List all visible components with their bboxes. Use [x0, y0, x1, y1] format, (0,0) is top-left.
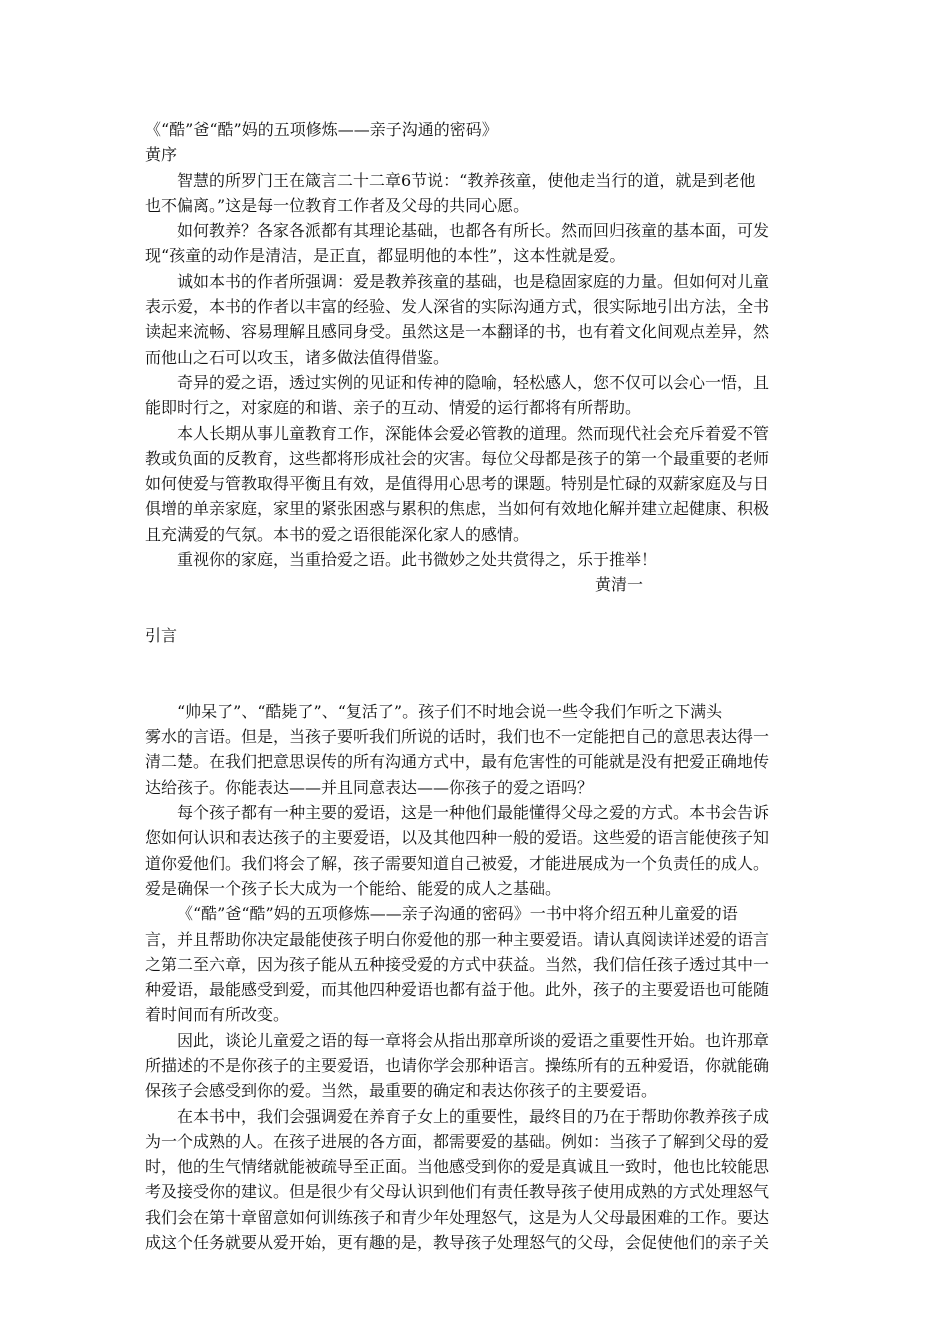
introduction-paragraph: [145, 1104, 810, 1256]
introduction-paragraph: [145, 1028, 810, 1104]
book-title: 《“酷”爸“酷”妈的五项修炼——亲子沟通的密码》: [145, 120, 498, 139]
introduction-line: 时，他的生气情绪就能被疏导至正面。当他感受到你的爱是真诚且一致时，他也比较能思: [145, 1157, 770, 1177]
introduction-line: 为一个成熟的人。在孩子进展的各方面，都需要爱的基础。例如：当孩子了解到父母的爱: [145, 1131, 770, 1151]
preface-heading: 黄序: [145, 145, 178, 165]
introduction-paragraph: [145, 800, 810, 901]
introduction-line: 因此，谈论儿童爱之语的每一章将会从指出那章所谈的爱语之重要性开始。也许那章: [177, 1030, 770, 1050]
introduction-line: 所描述的不是你孩子的主要爱语，也请你学会那种语言。操练所有的五种爱语，你就能确: [145, 1055, 770, 1075]
spacer: [145, 674, 810, 699]
spacer: [145, 648, 810, 673]
introduction-line: 种爱语，最能感受到爱，而其他四种爱语也都有益于他。此外，孩子的主要爱语也可能随: [145, 980, 770, 1000]
preface-line: 奇异的爱之语，透过实例的见证和传神的隐喻，轻松感人，您不仅可以会心一悟，且: [177, 372, 770, 392]
preface-line: 教或负面的反教育，这些都将形成社会的灾害。每位父母都是孩子的第一个最重要的老师: [145, 448, 770, 468]
introduction-line: 成这个任务就要从爱开始，更有趣的是，教导孩子处理怒气的父母，会促使他们的亲子关: [145, 1233, 770, 1253]
preface-line: 读起来流畅、容易理解且感同身受。虽然这是一本翻译的书，也有着文化间观点差异，然: [145, 322, 770, 342]
introduction-line: 之第二至六章，因为孩子能从五种接受爱的方式中获益。当然，我们信任孩子透过其中一: [145, 954, 770, 974]
introduction-line: 保孩子会感受到你的爱。当然，最重要的确定和表达你孩子的主要爱语。: [145, 1081, 658, 1101]
preface-line: 诚如本书的作者所强调：爱是教养孩童的基础，也是稳固家庭的力量。但如何对儿童: [177, 271, 770, 291]
preface-line: 如何教养？各家各派都有其理论基础，也都各有所长。然而回归孩童的基本面，可发: [177, 221, 770, 241]
introduction-line: “帅呆了”、“酷毙了”、“复活了”。孩子们不时地会说一些令我们乍听之下满头: [177, 701, 723, 721]
introduction-paragraph: [145, 901, 810, 1027]
preface-signature: 黄清一: [595, 575, 644, 595]
preface-line: 本人长期从事儿童教育工作，深能体会爱必管教的道理。然而现代社会充斥着爱不管: [177, 423, 770, 443]
introduction-line: 言，并且帮助你决定最能使孩子明白你爱他的那一种主要爱语。请认真阅读详述爱的语言: [145, 929, 770, 949]
document-content: [145, 117, 810, 1255]
preface-paragraph: [145, 168, 810, 219]
preface-paragraph: [145, 370, 810, 421]
preface-body: [145, 168, 810, 573]
introduction-heading: 引言: [145, 625, 178, 645]
preface-line: 且充满爱的气氛。本书的爱之语很能深化家人的感情。: [145, 524, 530, 544]
introduction-line: 《“酷”爸“酷”妈的五项修炼——亲子沟通的密码》一书中将介绍五种儿童爱的语: [177, 904, 738, 924]
preface-line: 现“孩童的动作是清洁，是正直，都显明他的本性”，这本性就是爱。: [145, 246, 626, 266]
introduction-line: 达给孩子。你能表达——并且同意表达——你孩子的爱之语吗？: [145, 777, 594, 797]
preface-paragraph: [145, 269, 810, 370]
introduction-line: 每个孩子都有一种主要的爱语，这是一种他们最能懂得父母之爱的方式。本书会告诉: [177, 803, 770, 823]
introduction-line: 我们会在第十章留意如何训练孩子和青少年处理怒气，这是为人父母最困难的工作。要达: [145, 1207, 770, 1227]
introduction-line: 着时间而有所改变。: [145, 1005, 290, 1025]
introduction-line: 道你爱他们。我们将会了解，孩子需要知道自己被爱，才能进展成为一个负责任的成人。: [145, 853, 770, 873]
preface-line: 也不偏离。”这是每一位教育工作者及父母的共同心愿。: [145, 195, 530, 215]
introduction-line: 清二楚。在我们把意思误传的所有沟通方式中，最有危害性的可能就是没有把爱正确地传: [145, 752, 770, 772]
preface-line: 表示爱，本书的作者以丰富的经验、发人深省的实际沟通方式，很实际地引出方法，全书: [145, 297, 770, 317]
preface-line: 能即时行之，对家庭的和谐、亲子的互动、情爱的运行都将有所帮助。: [145, 398, 642, 418]
preface-line: 重视你的家庭，当重拾爱之语。此书微妙之处共赏得之，乐于推举！: [177, 550, 658, 570]
preface-line: 而他山之石可以攻玉，诸多做法值得借鉴。: [145, 347, 450, 367]
introduction-line: 您如何认识和表达孩子的主要爱语，以及其他四种一般的爱语。这些爱的语言能使孩子知: [145, 828, 770, 848]
introduction-line: 雾水的言语。但是，当孩子要听我们所说的话时，我们也不一定能把自己的意思表达得一: [145, 727, 770, 747]
preface-paragraph: [145, 421, 810, 547]
introduction-paragraph: [145, 699, 810, 800]
introduction-line: 考及接受你的建议。但是很少有父母认识到他们有责任教导孩子使用成熟的方式处理怒气: [145, 1182, 770, 1202]
spacer: [145, 598, 810, 623]
introduction-line: 爱是确保一个孩子长大成为一个能给、能爱的成人之基础。: [145, 878, 562, 898]
preface-paragraph: [145, 218, 810, 269]
introduction-line: 在本书中，我们会强调爱在养育子女上的重要性，最终目的乃在于帮助你教养孩子成: [177, 1106, 770, 1126]
preface-line: 智慧的所罗门王在箴言二十二章6节说：“教养孩童，使他走当行的道，就是到老他: [177, 170, 756, 190]
introduction-body: [145, 699, 810, 1256]
preface-line: 如何使爱与管教取得平衡且有效，是值得用心思考的课题。特别是忙碌的双薪家庭及与日: [145, 474, 770, 494]
preface-line: 俱增的单亲家庭，家里的紧张困惑与累积的焦虑，当如何有效地化解并建立起健康、积极: [145, 499, 770, 519]
preface-paragraph: [145, 547, 810, 572]
